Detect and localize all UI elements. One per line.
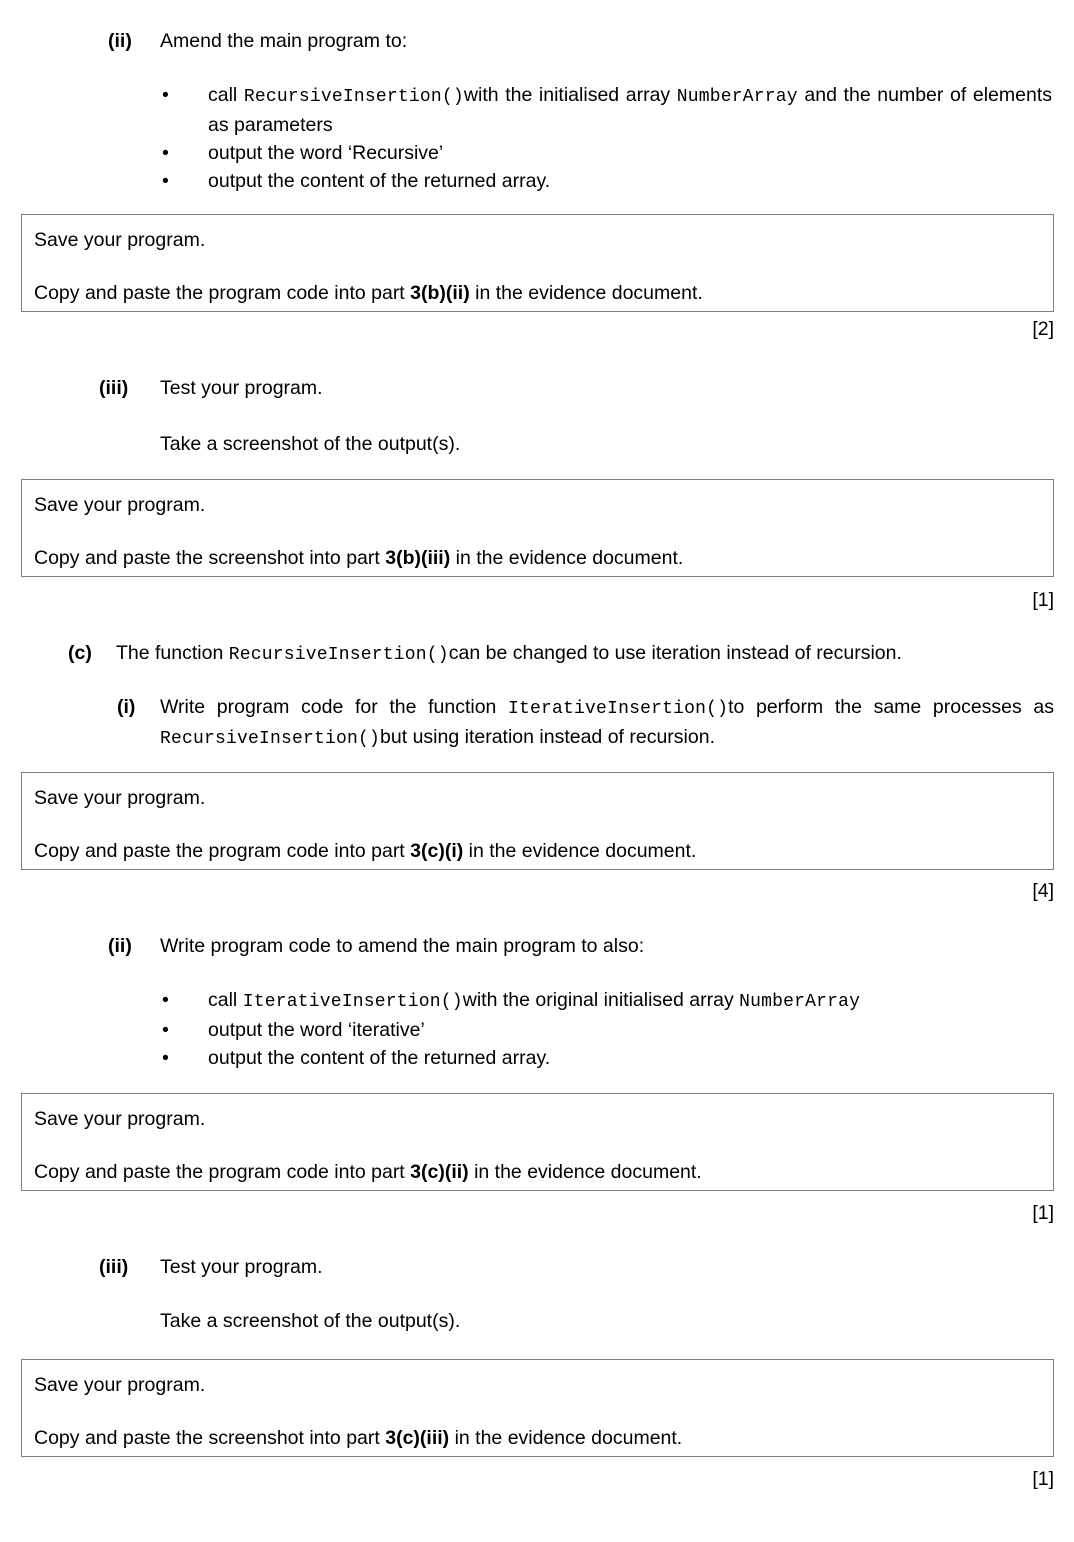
list-item-text: output the word ‘Recursive’ bbox=[208, 142, 444, 164]
bullet-list-b-ii bbox=[162, 81, 1052, 195]
list-item bbox=[162, 986, 1052, 1016]
copy-paste-text bbox=[34, 838, 696, 864]
list-item-text: call IterativeInsertion()with the original initialised array NumberArray bbox=[208, 989, 861, 1012]
save-instruction-box-c-ii bbox=[21, 1093, 1054, 1191]
save-instruction-box-c-i bbox=[21, 772, 1054, 870]
question-stem-b-iii: Test your program. bbox=[160, 377, 323, 399]
question-label-c-i: (i) bbox=[117, 696, 136, 718]
bullet-dot-icon: • bbox=[162, 989, 169, 1011]
save-instruction-box-c-iii bbox=[21, 1359, 1054, 1457]
list-item bbox=[162, 139, 1052, 167]
list-item-text: output the word ‘iterative’ bbox=[208, 1019, 425, 1041]
question-c-i bbox=[117, 693, 1054, 753]
save-program-text: Save your program. bbox=[34, 1374, 206, 1396]
part-reference: 3(c)(iii) bbox=[385, 1427, 450, 1449]
question-label-c-ii: (ii) bbox=[108, 935, 132, 957]
copy-paste-text bbox=[34, 1159, 702, 1185]
list-item bbox=[162, 1016, 1052, 1044]
question-label-b-iii: (iii) bbox=[99, 377, 129, 399]
save-instruction-box-b-ii bbox=[21, 214, 1054, 312]
marks-c-i: [4] bbox=[1032, 880, 1054, 902]
question-stem-c-iii: Test your program. bbox=[160, 1256, 323, 1278]
copy-paste-text bbox=[34, 545, 683, 571]
question-stem-c-i: Write program code for the function IterativeInsertion()to perform the same processes as RecursiveInsertion()but using iteration instead of recursion. bbox=[160, 696, 1054, 749]
copy-paste-suffix: in the evidence document. bbox=[449, 1427, 683, 1449]
bullet-dot-icon: • bbox=[162, 142, 169, 164]
list-item bbox=[162, 81, 1052, 139]
question-c bbox=[68, 639, 1054, 669]
question-substem-c-iii: Take a screenshot of the output(s). bbox=[160, 1310, 461, 1332]
copy-paste-suffix: in the evidence document. bbox=[469, 282, 703, 304]
question-label-c-iii: (iii) bbox=[99, 1256, 129, 1278]
copy-paste-prefix: Copy and paste the screenshot into part bbox=[34, 547, 386, 569]
copy-paste-prefix: Copy and paste the program code into part bbox=[34, 1161, 411, 1183]
question-stem-c-ii: Write program code to amend the main program to also: bbox=[160, 935, 645, 957]
copy-paste-suffix: in the evidence document. bbox=[468, 1161, 702, 1183]
part-reference: 3(c)(i) bbox=[410, 840, 464, 862]
bullet-dot-icon: • bbox=[162, 170, 169, 192]
bullet-list-c-ii bbox=[162, 986, 1052, 1072]
part-reference: 3(c)(ii) bbox=[410, 1161, 469, 1183]
question-b-ii bbox=[108, 27, 668, 55]
bullet-dot-icon: • bbox=[162, 84, 169, 106]
copy-paste-text bbox=[34, 1425, 682, 1451]
question-b-iii bbox=[99, 374, 659, 402]
list-item-text: output the content of the returned array. bbox=[208, 1047, 551, 1069]
marks-c-iii: [1] bbox=[1032, 1468, 1054, 1490]
question-label-c: (c) bbox=[68, 642, 92, 664]
question-stem-b-ii: Amend the main program to: bbox=[160, 30, 408, 52]
question-substem-b-iii: Take a screenshot of the output(s). bbox=[160, 433, 461, 455]
list-item bbox=[162, 167, 1052, 195]
question-stem-c: The function RecursiveInsertion()can be changed to use iteration instead of recursion. bbox=[116, 642, 902, 665]
copy-paste-prefix: Copy and paste the screenshot into part bbox=[34, 1427, 386, 1449]
save-instruction-box-b-iii bbox=[21, 479, 1054, 577]
marks-b-ii: [2] bbox=[1032, 318, 1054, 340]
copy-paste-suffix: in the evidence document. bbox=[463, 840, 697, 862]
list-item-text: call RecursiveInsertion()with the initialised array NumberArray and the number of elements as parameters bbox=[208, 84, 1052, 136]
copy-paste-suffix: in the evidence document. bbox=[450, 547, 684, 569]
save-program-text: Save your program. bbox=[34, 494, 206, 516]
save-program-text: Save your program. bbox=[34, 787, 206, 809]
bullet-dot-icon: • bbox=[162, 1019, 169, 1041]
part-reference: 3(b)(ii) bbox=[410, 282, 470, 304]
copy-paste-prefix: Copy and paste the program code into part bbox=[34, 282, 411, 304]
question-c-iii bbox=[99, 1253, 659, 1281]
list-item bbox=[162, 1044, 1052, 1072]
part-reference: 3(b)(iii) bbox=[385, 547, 451, 569]
marks-b-iii: [1] bbox=[1032, 589, 1054, 611]
question-c-ii bbox=[108, 932, 808, 960]
save-program-text: Save your program. bbox=[34, 229, 206, 251]
copy-paste-prefix: Copy and paste the program code into part bbox=[34, 840, 411, 862]
question-label-b-ii: (ii) bbox=[108, 30, 132, 52]
list-item-text: output the content of the returned array. bbox=[208, 170, 551, 192]
save-program-text: Save your program. bbox=[34, 1108, 206, 1130]
copy-paste-text bbox=[34, 280, 703, 306]
bullet-dot-icon: • bbox=[162, 1047, 169, 1069]
marks-c-ii: [1] bbox=[1032, 1202, 1054, 1224]
